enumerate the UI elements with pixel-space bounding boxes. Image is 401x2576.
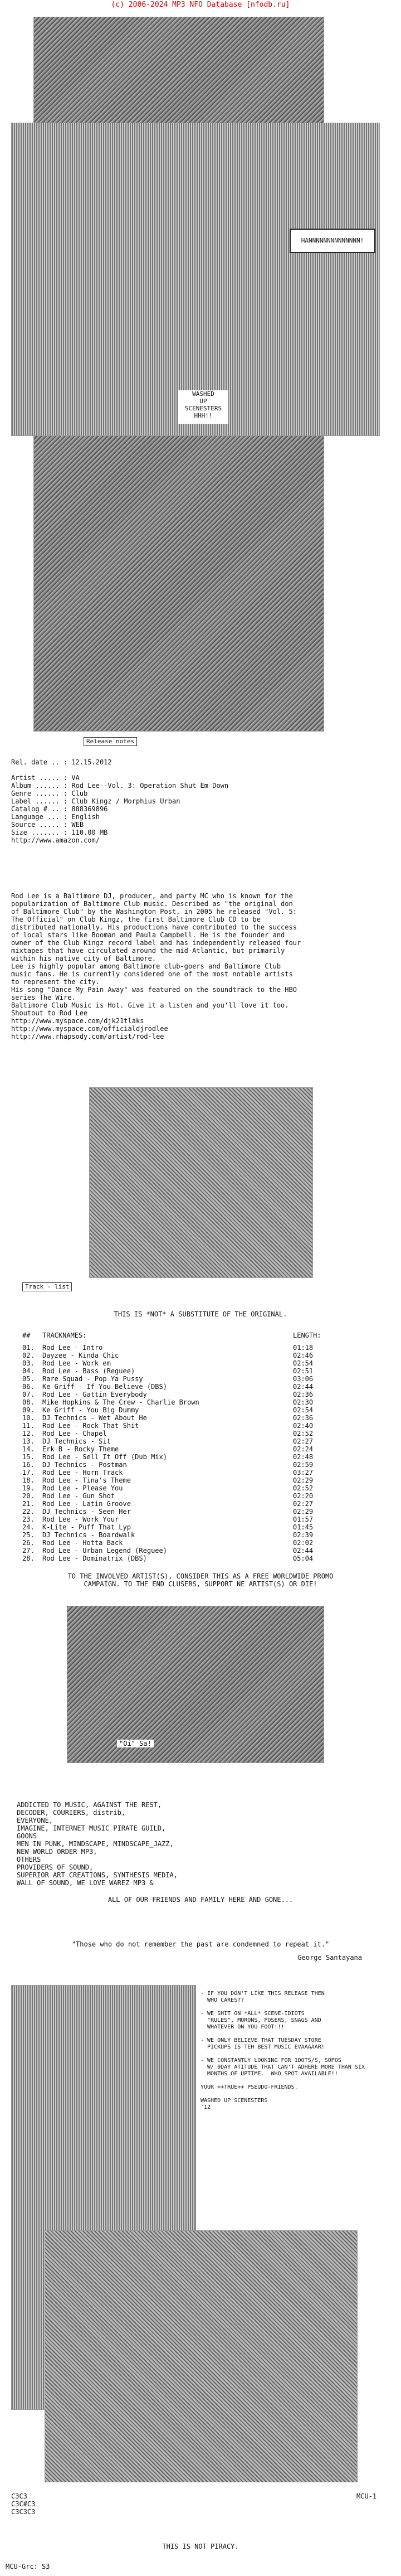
manifesto-line: '12 xyxy=(200,2104,211,2110)
track-row xyxy=(22,1414,379,1422)
track-name: K-Lite - Puff That Lyp xyxy=(42,1523,131,1531)
track-length: 03:27 xyxy=(293,1469,314,1476)
greet-line: EVERYONE, xyxy=(17,1817,53,1824)
track-name: Erk B - Rocky Theme xyxy=(42,1445,119,1453)
skull-caption-line: SCENESTERS xyxy=(184,405,222,412)
track-name: Rod Lee - Hotta Back xyxy=(42,1539,123,1547)
track-row xyxy=(22,1484,379,1492)
track-name: Rod Lee - Latin Groove xyxy=(42,1500,131,1508)
bio-line: to represent the city. xyxy=(11,978,100,986)
skull-caption-line: WASHED xyxy=(192,390,214,398)
track-length: 02:36 xyxy=(293,1391,314,1398)
track-length: 01:45 xyxy=(293,1523,314,1531)
track-length: 03:06 xyxy=(293,1375,314,1383)
track-number: 10. xyxy=(22,1414,35,1422)
track-row xyxy=(22,1539,379,1547)
track-name: DJ Technics - Wet About He xyxy=(42,1414,147,1422)
track-row xyxy=(22,1430,379,1437)
track-length: 02:30 xyxy=(293,1398,314,1406)
bio-line: Rod Lee is a Baltimore DJ, producer, and party MC who is known for the xyxy=(11,892,293,900)
manifesto-line: PICKUPS IS TEH BEST MUSIC EVAAAAAR! xyxy=(200,2044,325,2050)
speech-bubble xyxy=(290,229,375,253)
release-notes-heading: Release notes xyxy=(84,737,137,746)
track-number: 04. xyxy=(22,1367,35,1375)
track-row xyxy=(22,1492,379,1500)
manifesto-line xyxy=(200,2031,395,2037)
credit-line: C3C3C3 xyxy=(11,2508,36,2516)
speech-bubble-text: HANNNNNNNNNNNNNN! xyxy=(301,237,364,244)
track-row xyxy=(22,1375,379,1383)
bio-line: Baltimore Club Music is Hot. Give it a listen and you'll love it too. xyxy=(11,1001,289,1009)
manifesto-line: MONTHS OF UPTIME. WHO SPOT AVAILABLE!! xyxy=(200,2071,338,2077)
tracklist-header-row xyxy=(22,1331,379,1339)
track-row xyxy=(22,1515,379,1523)
track-number: 06. xyxy=(22,1383,35,1391)
track-row xyxy=(22,1367,379,1375)
track-length: 02:27 xyxy=(293,1437,314,1445)
bio-line: popularization of Baltimore Club music. Described as "the original don xyxy=(11,900,293,908)
track-name: DJ Technics - Postman xyxy=(42,1461,127,1469)
greet-line: GOONS xyxy=(17,1832,37,1840)
track-number: 16. xyxy=(22,1461,35,1469)
lower-ascii-art xyxy=(45,2230,358,2482)
greets-closing: ALL OF OUR FRIENDS AND FAMILY HERE AND GONE... xyxy=(107,1896,294,1904)
manifesto-line: W/ 0DAY ATITUDE THAT CAN'T ADHERE MORE THAN SIX xyxy=(200,2064,365,2070)
track-name: Dayzee - Kinda Chic xyxy=(42,1352,119,1359)
manifesto-line: "RULES", MORONS, POSERS, SNAGS AND xyxy=(200,2017,321,2023)
release-field: Catalog # .. : 808369896 xyxy=(11,805,108,813)
release-field: Label ...... : Club Kingz / Morphius Urban xyxy=(11,797,180,805)
track-name: Rod Lee - Bass (Reguee) xyxy=(42,1367,135,1375)
release-notes xyxy=(11,758,390,844)
track-length: 02:46 xyxy=(293,1352,314,1359)
track-length: 05:04 xyxy=(293,1555,314,1562)
greet-line: WALL OF SOUND, WE LOVE WAREZ MP3 & xyxy=(17,1879,154,1887)
manifesto-line: - WE ONLY BELIEVE THAT TUESDAY STORE xyxy=(200,2037,321,2044)
track-row xyxy=(22,1500,379,1508)
track-row xyxy=(22,1383,379,1391)
track-length: 02:44 xyxy=(293,1547,314,1555)
bio-line: Lee is highly popular among Baltimore club-goers and Baltimore Club xyxy=(11,962,281,970)
track-row xyxy=(22,1359,379,1367)
track-number: 25. xyxy=(22,1531,35,1539)
track-length: 02:54 xyxy=(293,1406,314,1414)
release-field: Language ... : English xyxy=(11,813,100,821)
col-length-header: LENGTH: xyxy=(293,1331,321,1339)
greet-line: NEW WORLD ORDER MP3, xyxy=(17,1848,97,1856)
track-row xyxy=(22,1422,379,1430)
support-line: TO THE INVOLVED ARTIST(S), CONSIDER THIS AS A FREE WORLDWIDE PROMO xyxy=(67,1572,334,1580)
track-number: 05. xyxy=(22,1375,35,1383)
greet-line: PROVIDERS OF SOUND, xyxy=(17,1863,94,1871)
track-name: Rod Lee - Please You xyxy=(42,1484,123,1492)
track-number: 12. xyxy=(22,1430,35,1437)
track-name: Rare Squad - Pop Ya Pussy xyxy=(42,1375,143,1383)
track-number: 20. xyxy=(22,1492,35,1500)
track-length: 02:02 xyxy=(293,1539,314,1547)
greet-line: SUPERIOR ART CREATIONS, SYNTHESIS MEDIA, xyxy=(17,1871,178,1879)
track-name: Rod Lee - Intro xyxy=(42,1344,103,1352)
bio-line: mixtapes that have circulated around the mid-Atlantic, but primarily xyxy=(11,947,285,955)
track-length: 01:57 xyxy=(293,1515,314,1523)
manifesto-line xyxy=(200,2078,395,2084)
track-name: DJ Technics - Boardwalk xyxy=(42,1531,135,1539)
track-number: 14. xyxy=(22,1445,35,1453)
track-length: 02:54 xyxy=(293,1359,314,1367)
track-length: 02:40 xyxy=(293,1422,314,1430)
track-length: 01:18 xyxy=(293,1344,314,1352)
amazon-link[interactable]: http://www.amazon.com/ xyxy=(11,836,100,844)
track-number: 28. xyxy=(22,1555,35,1562)
track-number: 01. xyxy=(22,1344,35,1352)
manifesto-line: - WE CONSTANTLY LOOKING FOR 1DOTS/S, SOPOS xyxy=(200,2057,341,2064)
track-name: Rod Lee - Horn Track xyxy=(42,1469,123,1476)
greet-line: OTHERS xyxy=(17,1856,41,1863)
tracklist-table xyxy=(22,1331,379,1562)
support-line: CAMPAIGN. TO THE END CLUSERS, SUPPORT NE ARTIST(S) OR DIE! xyxy=(84,1580,317,1588)
track-number: 18. xyxy=(22,1476,35,1484)
footer-credits-right: MCU-1 xyxy=(356,2492,377,2500)
greet-line: ADDICTED TO MUSIC, AGAINST THE REST, xyxy=(17,1801,162,1809)
track-number: 11. xyxy=(22,1422,35,1430)
release-field: Source ..... : WEB xyxy=(11,821,84,829)
track-row xyxy=(22,1453,379,1461)
track-name: Rod Lee - Urban Legend (Reguee) xyxy=(42,1547,167,1555)
rhapsody-link[interactable]: http://www.rhapsody.com/artist/rod-lee xyxy=(11,1033,164,1040)
track-name: Rod Lee - Gun Shot xyxy=(42,1492,115,1500)
track-number: 27. xyxy=(22,1547,35,1555)
track-row xyxy=(22,1508,379,1515)
track-row xyxy=(22,1391,379,1398)
release-date: Rel. date .. : 12.15.2012 xyxy=(11,758,112,766)
greet-line: MEN IN PUNK, MINDSCAPE, MINDSCAPE_JAZZ, xyxy=(17,1840,174,1848)
track-name: Rod Lee - Work em xyxy=(42,1359,111,1367)
promo-support-note xyxy=(0,1572,401,1588)
manifesto-line: - IF YOU DON'T LIKE THIS RELEASE THEN xyxy=(200,1991,325,1997)
greet-line: DECODER, COURIERS, distrib, xyxy=(17,1809,126,1817)
manifesto-line: YOUR ++TRUE++ PSEUDO-FRIENDS. xyxy=(200,2084,298,2090)
quote-text: "Those who do not remember the past are condemned to repeat it." xyxy=(71,1940,330,1948)
track-number: 15. xyxy=(22,1453,35,1461)
myspace-link[interactable]: http://www.myspace.com/djk21tlaks xyxy=(11,1017,144,1025)
track-name: Rod Lee - Chapel xyxy=(42,1430,107,1437)
track-number: 03. xyxy=(22,1359,35,1367)
bio-line: Shoutout to Rod Lee xyxy=(11,1009,88,1017)
track-row xyxy=(22,1476,379,1484)
manifesto-line xyxy=(200,2091,395,2098)
track-length: 02:29 xyxy=(293,1476,314,1484)
greet-line: IMAGINE, INTERNET MUSIC PIRATE GUILD, xyxy=(17,1824,166,1832)
bio-line: music fans. He is currently considered one of the most notable artists xyxy=(11,970,293,978)
release-field: Genre ...... : Club xyxy=(11,790,88,797)
footer-credits-left xyxy=(11,2492,35,2516)
manifesto-line: WHO CARES?? xyxy=(200,1997,244,2003)
track-length: 02:52 xyxy=(293,1430,314,1437)
col-number-header: ## xyxy=(22,1331,31,1339)
myspace-link[interactable]: http://www.myspace.com/officialdjrodlee xyxy=(11,1025,168,1033)
track-number: 09. xyxy=(22,1406,35,1414)
col-trackname-header: TRACKNAMES: xyxy=(42,1331,87,1339)
track-name: Rod Lee - Dominatrix (DBS) xyxy=(42,1555,147,1562)
track-length: 02:36 xyxy=(293,1414,314,1422)
track-length: 02:59 xyxy=(293,1461,314,1469)
skull-caption-line: HHH!! xyxy=(194,412,213,419)
footer-signature: MCU-Grc: S3 xyxy=(6,2563,50,2570)
bio-line: of local stars like Booman and Paula Campbell. He is the founder and xyxy=(11,931,285,939)
quote-author: George Santayana xyxy=(297,1954,362,1962)
credit-line: C3C3 xyxy=(11,2492,27,2500)
track-row xyxy=(22,1445,379,1453)
track-name: Ke Griff - You Big Dummy xyxy=(42,1406,139,1414)
track-length: 02:27 xyxy=(293,1500,314,1508)
manifesto xyxy=(200,1991,395,2111)
bio-line: of Baltimore Club" by the Washington Post, in 2005 he released "Vol. 5: xyxy=(11,908,297,916)
track-name: Rod Lee - Sell It Off (Dub Mix) xyxy=(42,1453,167,1461)
release-field: Artist ..... : VA xyxy=(11,774,80,782)
track-row xyxy=(22,1398,379,1406)
track-number: 23. xyxy=(22,1515,35,1523)
track-name: Rod Lee - Tina's Theme xyxy=(42,1476,131,1484)
track-number: 08. xyxy=(22,1398,35,1406)
track-name: DJ Technics - Sit xyxy=(42,1437,111,1445)
track-name: Rod Lee - Work Your xyxy=(42,1515,119,1523)
track-name: Ke Griff - If You Believe (DBS) xyxy=(42,1383,167,1391)
track-name: DJ Technics - Seen Her xyxy=(42,1508,131,1515)
not-piracy-note: THIS IS NOT PIRACY. xyxy=(162,2543,239,2550)
track-number: 19. xyxy=(22,1484,35,1492)
bird-ascii-art xyxy=(67,1606,324,1763)
bio-line: The Official" on Club Kingz, the first Baltimore Club CD to be xyxy=(11,916,261,923)
track-length: 02:20 xyxy=(293,1492,314,1500)
manifesto-line: - WE SHIT ON *ALL* SCENE-IDIOTS xyxy=(200,2011,305,2017)
skull-caption-line: UP xyxy=(199,398,207,405)
track-row xyxy=(22,1555,379,1562)
track-row xyxy=(22,1406,379,1414)
track-number: 13. xyxy=(22,1437,35,1445)
skull-caption xyxy=(178,390,228,424)
artist-bio xyxy=(11,892,395,1040)
track-length: 02:48 xyxy=(293,1453,314,1461)
track-length: 02:29 xyxy=(293,1508,314,1515)
track-row xyxy=(22,1461,379,1469)
track-row xyxy=(22,1547,379,1555)
track-list-body xyxy=(22,1344,379,1562)
track-name: Rod Lee - Rock That Shit xyxy=(42,1422,139,1430)
manifesto-line xyxy=(200,2051,395,2057)
manifesto-line: WHATEVER ON YOU FOOT!!! xyxy=(200,2024,285,2030)
bio-line: owner of the Club Kingz record label and has independently released four xyxy=(11,939,301,947)
release-field: Size ....... : 110.00 MB xyxy=(11,829,108,836)
track-number: 17. xyxy=(22,1469,35,1476)
cassette-ascii-art xyxy=(89,1087,313,1278)
track-name: Rod Lee - Gattin Everybody xyxy=(42,1391,147,1398)
track-row xyxy=(22,1531,379,1539)
track-length: 02:39 xyxy=(293,1531,314,1539)
track-row xyxy=(22,1344,379,1352)
not-substitute-note: THIS IS *NOT* A SUBSTITUTE OF THE ORIGINAL. xyxy=(114,1310,287,1318)
credit-line: C3C#C3 xyxy=(11,2500,36,2508)
bio-line: distributed nationally. His productions have contributed to the success xyxy=(11,923,297,931)
track-length: 02:44 xyxy=(293,1383,314,1391)
track-row xyxy=(22,1523,379,1531)
track-number: 07. xyxy=(22,1391,35,1398)
track-number: 24. xyxy=(22,1523,35,1531)
track-length: 02:51 xyxy=(293,1367,314,1375)
page-banner: (c) 2006-2024 MP3 NFO Database [nfodb.ru] xyxy=(111,1,290,9)
track-number: 02. xyxy=(22,1352,35,1359)
track-name: Mike Hopkins & The Crew - Charlie Brown xyxy=(42,1398,199,1406)
bio-line: series The Wire. xyxy=(11,994,76,1001)
track-row xyxy=(22,1469,379,1476)
bio-line: His song "Dance My Pain Away" was featured on the soundtrack to the HBO xyxy=(11,986,297,994)
track-number: 26. xyxy=(22,1539,35,1547)
track-length: 02:24 xyxy=(293,1445,314,1453)
track-number: 22. xyxy=(22,1508,35,1515)
skull-ascii-art xyxy=(11,123,380,436)
track-row xyxy=(22,1352,379,1359)
tracklist-heading: Track - list xyxy=(22,1282,72,1291)
bird-caption: "Oi" Sa! xyxy=(117,1740,154,1747)
track-length: 02:52 xyxy=(293,1484,314,1492)
bio-line: within his native city of Baltimore. xyxy=(11,955,157,962)
track-row xyxy=(22,1437,379,1445)
release-field: Album ...... : Rod Lee--Vol. 3: Operation Shut Em Down xyxy=(11,782,229,790)
greets-list xyxy=(17,1801,373,1887)
track-number: 21. xyxy=(22,1500,35,1508)
manifesto-line: WASHED UP SCENESTERS xyxy=(200,2098,268,2104)
manifesto-line xyxy=(200,2004,395,2011)
